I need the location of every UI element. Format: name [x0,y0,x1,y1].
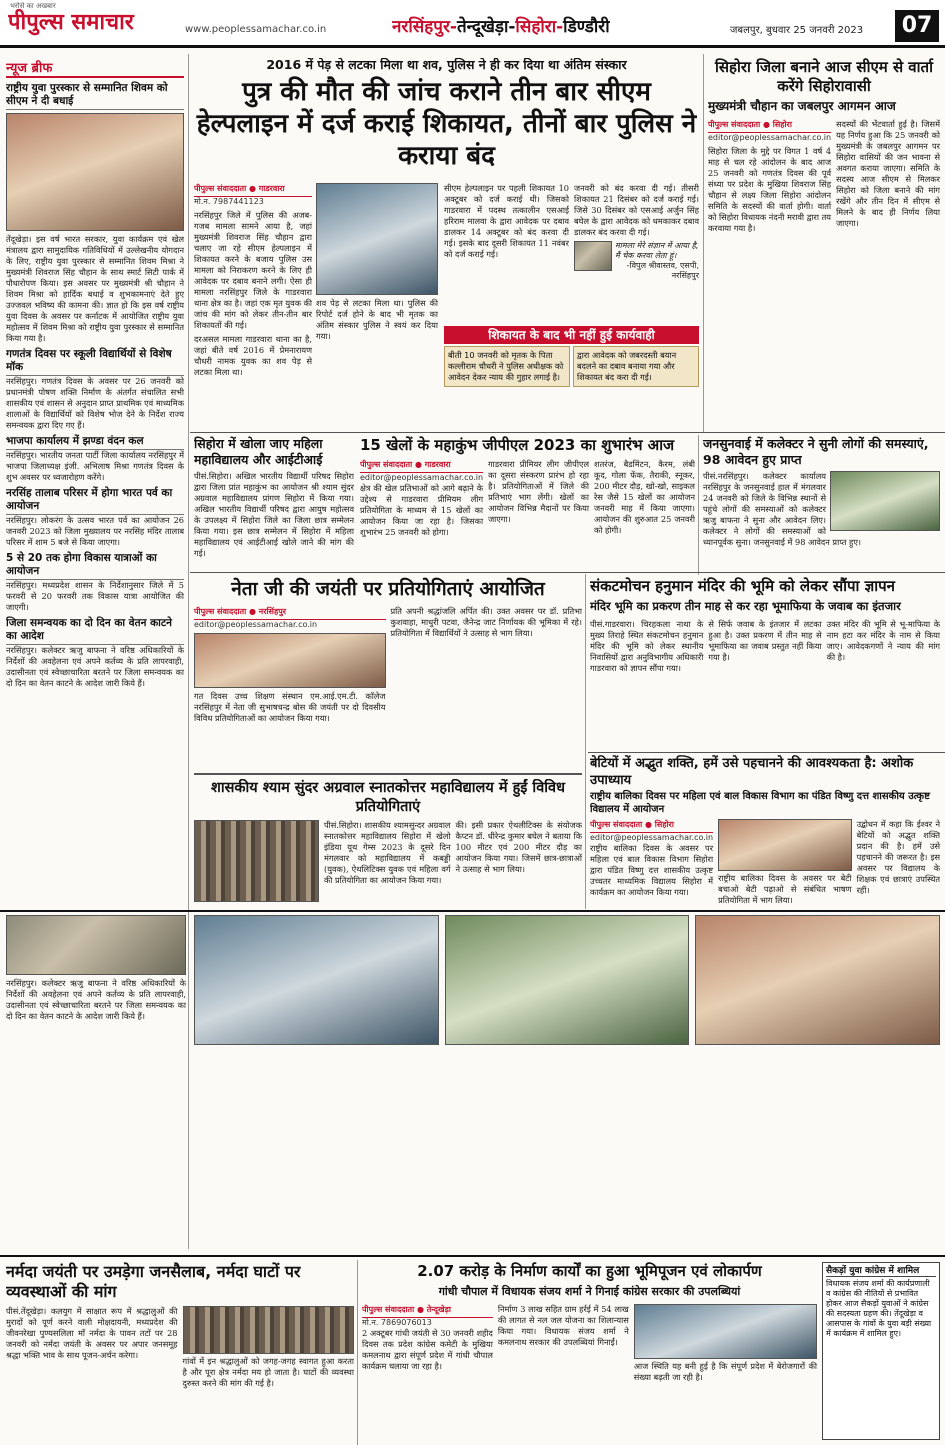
lead-headline[interactable]: पुत्र की मौत की जांच कराने तीन बार सीएम हेल्पलाइन में दर्ज कराई शिकायत, तीनों बार पुलिस ने कराया बंद [196,77,697,171]
narmada-headline[interactable]: नर्मदा जयंती पर उमड़ेगा जनसैलाब, नर्मदा घाटों पर व्यवस्थाओं की मांग [6,1262,301,1301]
sports-photo [194,820,319,902]
sihora-email[interactable]: editor@peoplessamachar.co.in [708,133,832,142]
shyam-body: की। इसी प्रकार ऐथलीटिक्स के संयोजक कैप्टन डॉ. धीरेन्द्र कुमार बघेल ने बताया कि 100 मीटर एवं 200 मीटर दौड़ का आयोजन किया गया। जिसमें छात्र-छात्राओं ने उत्साह से भाग लिया। [455,820,582,874]
masthead [0,0,945,48]
betiyon-byline: पीपुल्स संवाददाता ● सिहोरा [590,819,713,833]
neta-headline[interactable]: नेता जी की जयंती पर प्रतियोगिताएं आयोजित [231,578,545,600]
bhoomipujan-story [362,1262,817,1442]
lead-box-text: द्वारा आवेदक को जबरदस्ती बयान बदलने का दबाव बनाया गया और शिकायत बंद करा दी गई। [573,346,699,387]
sihora-body: सिहोरा जिला के मुद्दे पर विगत 1 वर्ष 4 माह से चल रहे आंदोलन के बाद आज 25 जनवरी को गणतंत्र दिवस की पूर्व संध्या पर प्रदेश के मुखिया शिवराज सिंह चौहान से लक्ष्य जिला सिहोरा आंदोलन समिति के सदस्यों की वार्ता होगी। वार्ता को सिहोरा विधायक नंदनी मरावी द्वारा तय करवाया गया है। [708,146,832,233]
lead-photo-caption: शव पेड़ से लटका मिला था। पुलिस की रिपोर्ट दर्ज होने के बाद भी मृतक का अंतिम संस्कार पुलिस ने स्वयं कर दिया गया। [316,298,438,341]
lead-box-text: बीती 10 जनवरी को मृतक के पिता कल्लीराम चौधरी ने पुलिस अधीक्षक को आवेदन देकर न्याय की गुहार लगाई है। [444,346,570,387]
neta-body: प्रति अपनी श्रद्धांजलि अर्पित की। उक्त अवसर पर डॉ. प्रतिभा कुशवाहा, माधुरी पटवा, जैनेन्द्र जाट निर्णायक की भूमिका में रहे। प्रतियोगिता में विद्यार्थियों ने उत्साह से भाग लिया। [390,606,582,638]
sihora-headline[interactable]: सिहोरा जिला बनाने आज सीएम से वार्ता करेंगे सिहोरावासी [715,58,933,95]
dateline: जबलपुर, बुधवार 25 जनवरी 2023 [730,25,864,36]
bhoomipujan-mobile: मो.न. 7869076013 [362,1318,432,1327]
narmada-ghat-photo [183,1306,355,1354]
lead-body: जनवरी को बंद करवा दी गई। तीसरी शिकायत 21 दिसंबर को दर्ज कराई गई। जिसे 30 दिसंबर को एसआई अर्जुन सिंह बघेल के द्वारा आवेदक को धमकाकर दबाव डालकर बंद करवा दी गई। [574,183,699,237]
mahakumbh-body: क्षेत्र की खेल प्रतिभाओं को आगे बढ़ाने के उद्देश्य से गाडरवारा प्रीमियम लीग प्रतियोगिता के माध्यम से 15 खेलों का आयोजन किया जा रहा है। जिसका शुभारंभ 25 जनवरी को होगा। [360,483,484,537]
brief-body: नरसिंहपुर। लोकरंग के उत्सव भारत पर्व का आयोजन 26 जनवरी 2023 को जिला मुख्यालय पर नरसिंह मंदिर तालाब परिसर में शाम 5 बजे से किया जाएगा। [6,515,184,547]
bhoomipujan-body: 2 अक्टूबर गांधी जयंती से 30 जनवरी शहीद दिवस तक प्रदेश कांग्रेस कमेटी के मुखिया कमलनाथ द्वारा संपूर्ण प्रदेश में गांधी चौपाल कार्यक्रम चलाया जा रहा है। [362,1328,493,1371]
news-brief-tag: न्यूज ब्रीफ [6,58,184,78]
neta-body: गत दिवस उच्च शिक्षण संस्थान एम.आई.एम.टी. कॉलेज नरसिंहपुर में नेता जी सुभाषचन्द्र बोस की जयंती पर दो दिवसीय विविध प्रतियोगिताओं का आयोजन किया गया। [194,691,386,723]
betiyon-body: राष्ट्रीय बालिका दिवस के अवसर पर महिला एवं बाल विकास विभाग सिहोरा द्वारा पंडित विष्णु दत्त शासकीय उत्कृष्ट उच्चतर माध्यमिक विद्यालय सिहोरा में कार्यक्रम का आयोजन किया गया। [590,843,714,897]
brief-body: तेंदूखेड़ा। इस वर्ष भारत सरकार, युवा कार्यक्रम एवं खेल मंत्रालय द्वारा सामुदायिक गतिविधियों में उल्लेखनीय योगदान के लिए, राष्ट्रीय युवा पुरस्कार से सम्मानित शिवम मिश्रा ने मुख्यमंत्री शिवराज सिंह चौहान के साथ स्मार्ट सिटी पार्क में पौधारोपण किया। इस अवसर पर मुख्यमंत्री श्री चौहान ने शिवम मिश्रा को हार्दिक बधाई व शुभकामनाएं देते हुए उज्जवल भविष्य की कामना की। ज्ञात हो कि इस वर्ष राष्ट्रीय युवा दिवस के अवसर पर कर्नाटक में आयोजित राष्ट्रीय युवा महोत्सव में शिवम मिश्रा को राष्ट्रीय युवा पुरस्कार से सम्मानित किया गया है। [6,234,184,343]
lead-box-title: शिकायत के बाद भी नहीं हुई कार्यवाही [444,326,699,344]
mahakumbh-story [360,436,695,570]
brief-headline[interactable]: गणतंत्र दिवस पर स्कूली विद्यार्थियों से विशेष मॉक [6,348,184,376]
logo-tagline: भरोसे का अखबार [10,2,56,10]
newspaper-logo[interactable]: पीपुल्स समाचार [8,10,134,35]
narmada-story [6,1262,354,1442]
mahavidyalaya-body: पीसं.सिहोरा। अखिल भारतीय विद्यार्थी परिषद सिहोरा द्वारा जिला प्रांत महाकुंभ का आयोजन श्री श्याम सुंदर अग्रवाल महाविद्यालय प्रांगण सिहोरा में किया गया। अखिल भारतीय विद्यार्थी परिषद द्वारा आयुष महोत्सव के उपलक्ष्य में सिहोरा जिले का जिला छात्र सम्मेलन किया गया। इस छात्र सम्मेलन में सिहोरा में महिला महाविद्यालय एवं आईटीआई खोले जाने की मांग की गई। [194,471,354,558]
sihora-byline: पीपुल्स संवाददाता ● सिहोरा [708,119,831,133]
mahakumbh-body: गाडरवारा प्रीमियर लीग जीपीएल का दूसरा संस्करण प्रारंभ हो रहा है। प्रतियोगिताओं में जिले की प्रतिभाएं भाग लेंगी। खेलों का आयोजन विभिन्न मैदानों पर किया जाएगा। [488,459,590,524]
brief-body: नरसिंहपुर। गणतंत्र दिवस के अवसर पर 26 जनवरी को प्रधानमंत्री पोषण शक्ति निर्माण के अंतर्गत संचालित सभी शासकीय एवं शासन से अनुदान प्राप्त प्राथमिक एवं माध्यमिक शालाओं के विद्यार्थियों को विशेष भोज देने के निर्देश राज्य समन्वयक द्वारा दिए गए हैं। [6,376,184,430]
inset-body: विधायक संजय शर्मा की कार्यप्रणाली व कांग्रेस की नीतियों से प्रभावित होकर आज सैकड़ों युवाओं ने कांग्रेस की सदस्यता ग्रहण की। तेंदूखेड़ा व आसपास के गांवों के युवा बड़ी संख्या में कार्यक्रम में शामिल हुए। [826,1279,932,1338]
lead-body: दरअसल मामला गाडरवारा थाना का है, जहां बीते वर्ष 2016 में प्रेमनारायण चौधरी नामक युवक का शव पेड़ से लटका मिला था। [194,334,312,377]
hanuman-story [590,577,940,752]
section-title: नरसिंहपुर-तेन्दूखेड़ा-सिहोरा-डिण्डौरी [392,17,610,37]
mahakumbh-body: शतरंज, बैडमिंटन, कैरम, लंबी कूद, गोला फेंक, तैराकी, स्नूकर, 200 मीटर दौड़, खो-खो, साइकल रेस जैसे 15 खेलों का आयोजन जनवरी माह में किया जाएगा। आयोजन की शुरुआत 25 जनवरी को होगी। [594,459,695,535]
mid-bottom-area [194,915,940,1250]
event-photo [695,915,940,1045]
hanuman-body: उक्त मंदिर की भूमि से भू-माफिया के नाम हटा कर मंदिर के नाम से किया जाए। आवेदकगणों ने न्याय की मांग की है। [826,619,940,662]
hanuman-headline[interactable]: संकटमोचन हनुमान मंदिर की भूमि को लेकर सौंपा ज्ञापन [590,577,895,595]
jansunwai-photo [830,471,940,531]
hanuman-body: से सिर्फ जवाब के इंतजार में लटका हुआ है। उक्त प्रकरण में तीन माह से भूमाफिया का जवाब प्रस्तुत नहीं किया गया है। [708,619,822,662]
betiyon-story [590,755,940,907]
police-station-photo [316,183,438,295]
lead-mobile: मो.न. 7987441123 [194,197,264,206]
neta-byline: पीपुल्स संवाददाता ● नरसिंहपुर [194,606,386,620]
sihora-story [708,58,940,430]
lead-story [194,58,699,430]
lead-byline: पीपुल्स संवाददाता ● गाडरवारा [194,183,312,197]
mahakumbh-byline: पीपुल्स संवाददाता ● गाडरवारा [360,459,483,473]
jansunwai-story [703,436,940,570]
betiyon-body: उद्बोधन में कहा कि ईश्वर ने बेटियों को अद्भुत शक्ति प्रदान की है। हमें उसे पहचानने की जरूरत है। इस अवसर पर विद्यालय के शिक्षक एवं छात्राएं उपस्थित रहीं। [856,819,940,895]
hanuman-subhead: मंदिर भूमि का प्रकरण तीन माह से कर रहा भूमाफिया के जवाब का इंतजार [590,599,901,613]
bhoomipujan-headline[interactable]: 2.07 करोड़ के निर्माण कार्यों का हुआ भूमिपूजन एवं लोकार्पण [417,1262,762,1280]
drawing-photo [194,633,386,688]
jansunwai-headline[interactable]: जनसुनवाई में कलेक्टर ने सुनी लोगों की समस्याएं, 98 आवेदन हुए प्राप्त [703,436,929,467]
mahakumbh-email[interactable]: editor@peoplessamachar.co.in [360,473,484,482]
sihora-subhead: मुख्यमंत्री चौहान का जबलपुर आगमन आज [708,99,896,113]
page-number: 07 [895,10,939,42]
lead-body: नरसिंहपुर जिले में पुलिस की अजब-गजब मामला सामने आया है, जहां मुख्यमंत्री शिवराज सिंह चौहान द्वारा चलाए जा रहे सीएम हेल्पलाइन में शिकायत करने के बजाय पुलिस उस मामला को निराकरण करने के लिए ही आवेदक पर दबाव बनाने लगी। ऐसा ही मामला नरसिंहपुर जिले के गाडरवारा थाना क्षेत्र का है। जहां एक मृत युवक की जांच की मांग को लेकर तीन-तीन बार शिकायतों की गई। [194,210,312,330]
betiyon-email[interactable]: editor@peoplessamachar.co.in [590,833,714,842]
mahakumbh-headline[interactable]: 15 खेलों के महाकुंभ जीपीएल 2023 का शुभारंभ आज [360,436,675,454]
bhoomipujan-byline: पीपुल्स संवाददाता ● तेन्दूखेड़ा [362,1304,493,1318]
news-brief-column [6,58,184,908]
narmada-body: पीसं.तेंदूखेड़ा। कलयुग में साक्षात रूप में श्रद्धालुओं की मुरादों को पूर्ण करने वाली मोक्षदायनी, मध्यप्रदेश की जीवनरेखा पुण्यसलिला माँ नर्मदा के पावन तटों पर 28 जनवरी को नर्मदा जयंती के अवसर पर अपार जनसमूह श्रद्धा भक्ति भाव के साथ पूजन-अर्चन करेगा। [6,1306,178,1360]
event-photo [445,915,690,1045]
betiyon-headline[interactable]: बेटियों में अद्भुत शक्ति, हमें उसे पहचानने की आवश्यकता है: अशोक उपाध्याय [590,756,914,788]
bhoomipujan-body: निर्माण 3 लाख सहित ग्राम हर्रई में 54 लाख की लागत से नल जल योजना का शिलान्यास किया गया। विधायक संजय शर्मा ने कमलनाथ सरकार की उपलब्धियां गिनाईं। [497,1304,629,1347]
betiyon-subhead: राष्ट्रीय बालिका दिवस पर महिला एवं बाल विकास विभाग का पंडित विष्णु दत्त शासकीय उत्कृष्ट विद्यालय में आयोजन [590,791,930,815]
bhoomipujan-subhead: गांधी चौपाल में विधायक संजय शर्मा ने गिनाई कांग्रेस सरकार की उपलब्धियां [438,1285,741,1298]
jansunwai-body: पीसं.नरसिंहपुर। कलेक्टर कार्यालय नरसिंहपुर के जनसुनवाई हाल में मंगलवार 24 जनवरी को जिले के विभिन्न स्थानों से पहुंचे लोगों की समस्याओं को कलेक्टर ऋजु बाफना ने सुना और आवेदन लिए। कलेक्टर ने लोगों की समस्याओं को ध्यानपूर्वक सुना। जनसुनवाई में 98 आवेदन प्राप्त हुए। [703,471,861,547]
brief-headline[interactable]: भाजपा कार्यालय में झण्डा वंदन कल [6,435,184,450]
brief-headline[interactable]: नरसिंह तालाब परिसर में होगा भारत पर्व का आयोजन [6,487,184,515]
hanuman-body: पीसं.गाडरवारा। चिरहकला नाथा के मुख्य तिराहे स्थित संकटमोचन हनुमान मंदिर की भूमि को लेकर स्थानीय निवासियों द्वारा अनुविभागीय अधिकारी गाडरवारा को ज्ञापन सौंपा गया। [590,619,704,673]
lead-quote-by: -विपुल श्रीवास्तव, एसपी, नरसिंहपुर [626,261,699,280]
brief-body: नरसिंहपुर। मध्यप्रदेश शासन के निर्देशानुसार जिले में 5 फरवरी से 20 फरवरी तक विकास यात्रा आयोजित की जाएगी। [6,580,184,612]
website-url[interactable]: www.peoplessamachar.co.in [185,24,327,35]
shyam-body: पीसं.सिहोरा। शासकीय श्यामसुन्दर अग्रवाल स्नातकोत्तर महाविद्यालय सिहोरा में खेलो इंडिया यूथ गेम्स 2023 के दूसरे दिन मंगलवार को महाविद्यालय में कबड्डी (युवक), ऐथलिटिक्स युवक एवं महिला वर्ग की प्रतियोगिता का आयोजन किया गया। [324,820,451,885]
narmada-body: गांवों में इन श्रद्धालुओं को जगह-जगह स्वागत हुआ करता है और पूरा क्षेत्र नर्मदा मय हो जाता है। घाटों की व्यवस्था दुरुस्त करने की मांग की गई है। [182,1356,354,1388]
lead-body: सीएम हेल्पलाइन पर पहली शिकायत 10 अक्टूबर को दर्ज कराई थी। जिसको गाडरवारा में पदस्थ तत्कालीन एसआई हरिराम मालवा के द्वारा आवेदक पर दबाव डालकर 14 अक्टूबर को बंद करवा दी गई। इसके बाद दूसरी शिकायत 11 नवंबर को दर्ज कराई गई। [444,183,569,259]
brief-body: नरसिंहपुर। कलेक्टर ऋजु बाफना ने वरिष्ठ अधिकारियों के निर्देशों की अवहेलना एवं अपने कर्तव्य के प्रति लापरवाही, उदासीनता एवं स्वेच्छाचारिता बरतने पर जिला समन्वयक का दो दिन का वेतन काटने के आदेश जारी किये हैं। [6,978,186,1021]
youth-join-inset [822,1262,940,1440]
award-photo [6,113,184,231]
brief-body: नरसिंहपुर। भारतीय जनता पार्टी जिला कार्यालय नरसिंहपुर में भाजपा जिलाध्यक्ष इंजी. अभिलाष मिश्रा गणतंत्र दिवस के शुभ अवसर पर ध्वजारोहण करेंगे। [6,450,184,482]
mahavidyalaya-headline[interactable]: सिहोरा में खोला जाए महिला महाविद्यालय और आईटीआई [194,436,323,467]
lead-kicker: 2016 में पेड़ से लटका मिला था शव, पुलिस ने ही कर दिया था अंतिम संस्कार [266,58,627,72]
brief-photo [6,915,186,975]
award-ceremony-photo [718,819,852,871]
neta-email[interactable]: editor@peoplessamachar.co.in [194,620,318,629]
brief-headline[interactable]: राष्ट्रीय युवा पुरस्कार से सम्मानित शिवम को सीएम ने दी बधाई [6,82,184,110]
brief-headline[interactable]: जिला समन्वयक का दो दिन का वेतन काटने का आदेश [6,617,184,645]
brief-body: नरसिंहपुर। कलेक्टर ऋजु बाफना ने वरिष्ठ अधिकारियों के निर्देशों की अवहेलना एवं अपने कर्तव्य के प्रति लापरवाही, उदासीनता एवं स्वेच्छाचारिता बरतने पर जिला समन्वयक का दो दिन का वेतन काटने के आदेश जारी किये हैं। [6,645,184,688]
mahavidyalaya-story [194,436,354,570]
shyam-body-area [194,820,582,908]
bhoomipujan-photo-caption: आज स्थिति यह बनी हुई है कि संपूर्ण प्रदेश में बेरोजगारों की संख्या बढ़ती जा रही है। [633,1361,817,1382]
sp-photo [574,241,612,271]
betiyon-photo-caption: राष्ट्रीय बालिका दिवस के अवसर पर बेटी बचाओ बेटी पढ़ाओ से संबंधित भाषण प्रतियोगिता में भाग लिया। [718,873,852,905]
lead-quote: मामला मेरे संज्ञान में आया है, मैं चेक करवा लेता हूं। [615,241,699,260]
shyam-headline[interactable]: शासकीय श्याम सुंदर अग्रवाल स्नातकोत्तर महाविद्यालय में हुईं विविध प्रतियोगिताएं [210,780,565,815]
sihora-body: सदस्यों की भेंटवार्ता हुई है। जिसमें यह निर्णय हुआ कि 25 जनवरी को मुख्यमंत्री के जबलपुर आगमन पर सिहोरा वासियों की जन भावना से अवगत कराया जाएगा। समिति के सदस्य आज सीएम से मिलकर सिहोरा को जिला बनाने की मांग रखेंगे और तीन दिन में सीएम से मिलने के बाद ही निर्णय लिया जाएगा। [836,119,940,228]
event-photo [194,915,439,1045]
brief-headline[interactable]: 5 से 20 तक होगा विकास यात्राओं का आयोजन [6,552,184,580]
inset-title: सैकड़ों युवा कांग्रेस में शामिल [826,1266,936,1277]
brief-continued [6,915,186,1250]
chaupal-photo [634,1304,817,1359]
